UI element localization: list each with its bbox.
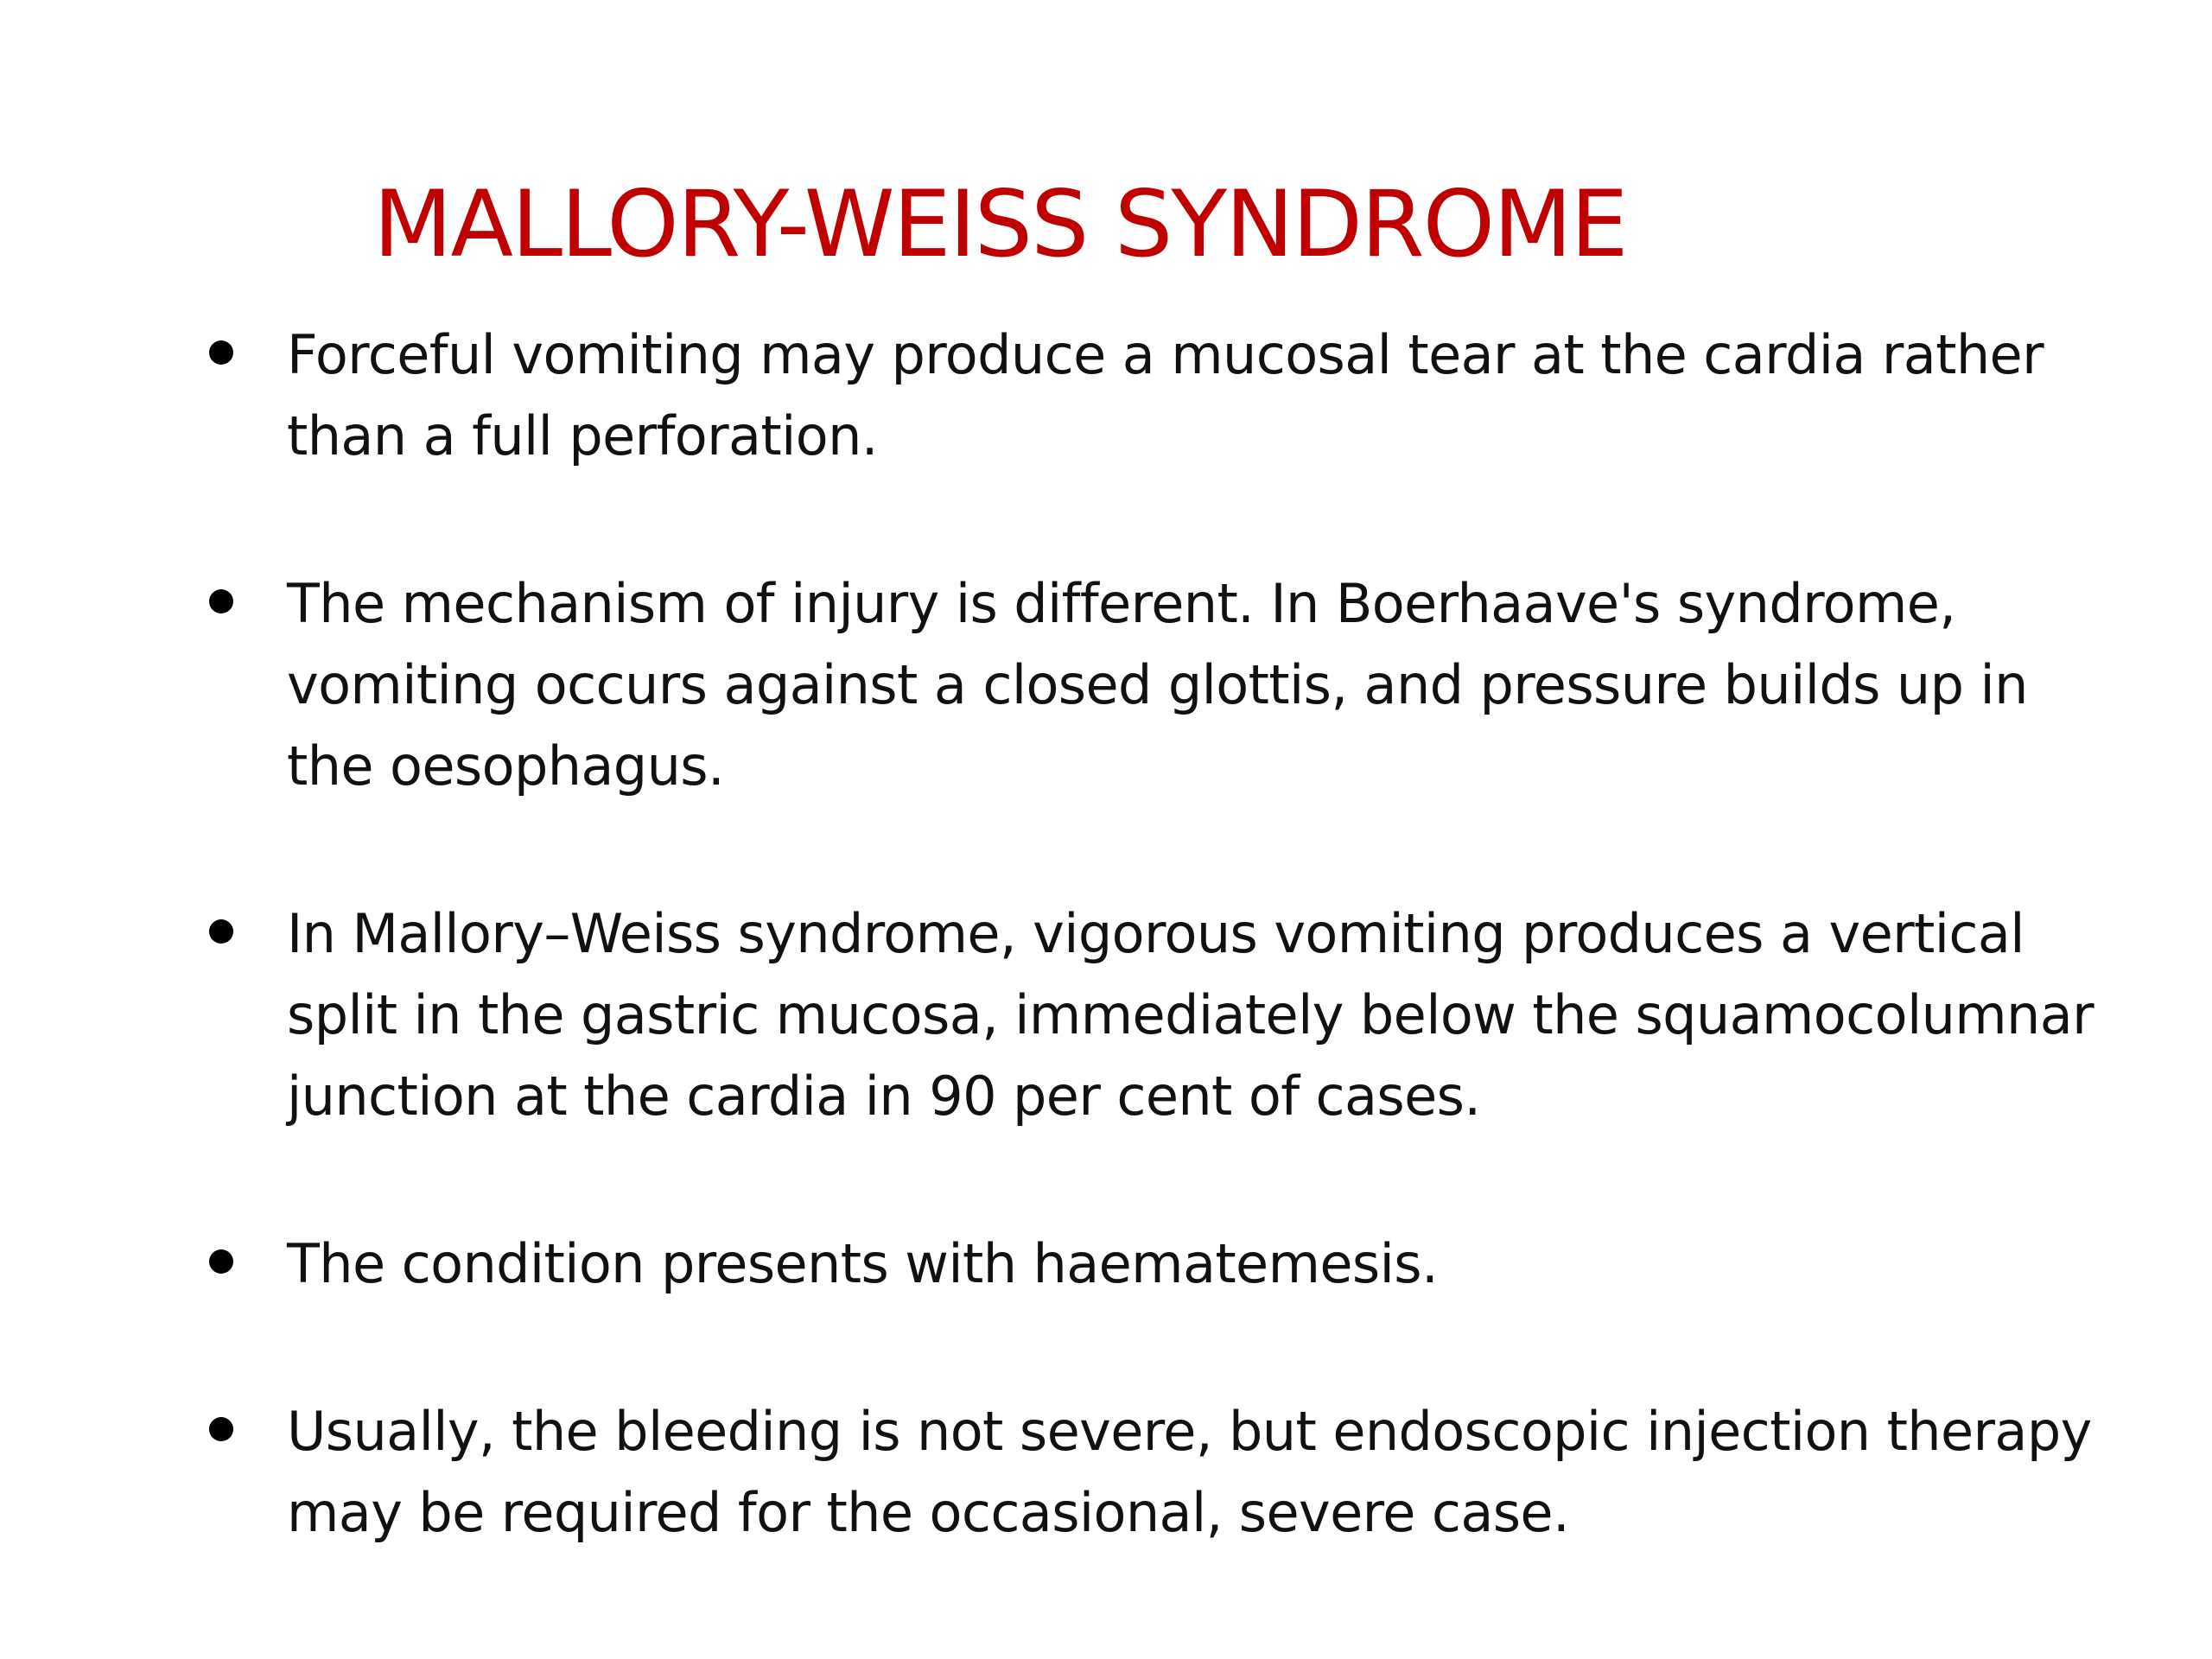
bullet-text: Usually, the bleeding is not severe, but endoscopic injection therapy may be required for the occasional, severe case.: [287, 1400, 2092, 1544]
bullet-item: [206, 1391, 2107, 1554]
bullet-list: [206, 315, 2107, 1554]
bullet-icon: [209, 1249, 233, 1274]
bullet-item: [206, 1224, 2107, 1305]
bullet-icon: [209, 340, 233, 365]
bullet-item: [206, 563, 2107, 807]
bullet-item: [206, 315, 2107, 477]
bullet-text: Forceful vomiting may produce a mucosal tear at the cardia rather than a full perforation.: [287, 323, 2044, 467]
bullet-icon: [209, 1417, 233, 1441]
bullet-icon: [209, 589, 233, 613]
bullet-text: The condition presents with haematemesis.: [287, 1232, 1439, 1295]
bullet-text: In Mallory–Weiss syndrome, vigorous vomiting produces a vertical split in the gastric mucosa, immediately below the squamocolumnar junction at the cardia in 90 per cent of cases.: [287, 902, 2094, 1128]
bullet-icon: [209, 919, 233, 944]
slide-title: MALLORY-WEISS SYNDROME: [373, 171, 1627, 277]
bullet-text: The mechanism of injury is different. In Boerhaave's syndrome, vomiting occurs against a closed glottis, and pressure builds up in the oesophagus.: [287, 572, 2028, 798]
bullet-item: [206, 893, 2107, 1137]
